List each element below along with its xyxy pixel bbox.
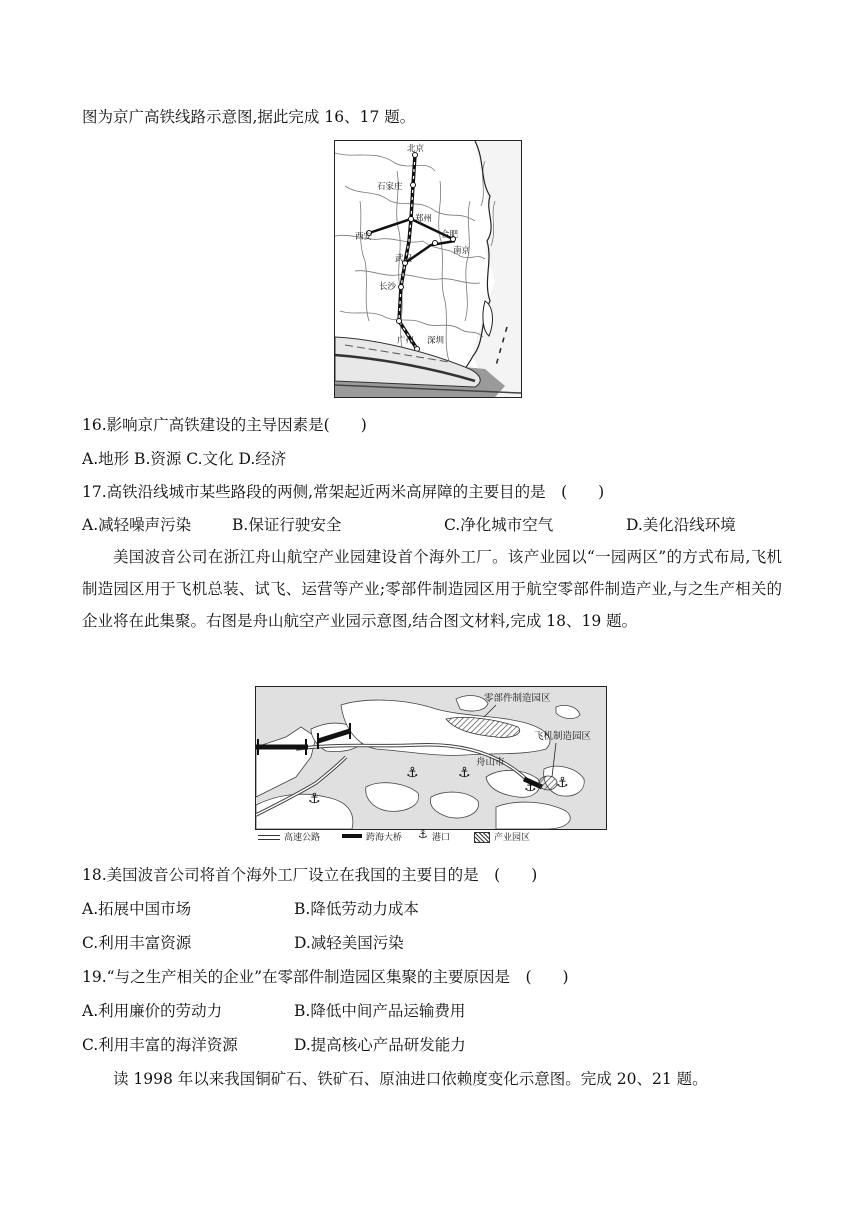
port-icon: ⚓ bbox=[458, 765, 471, 781]
legend-zone-label: 产业园区 bbox=[494, 833, 531, 843]
zhoushan-park-map bbox=[255, 686, 607, 830]
city-label-xian: 西安 bbox=[355, 232, 373, 242]
port-icon: ⚓ bbox=[308, 791, 321, 807]
city-label-shenzhen: 深圳 bbox=[427, 336, 445, 346]
legend-bridge-swatch bbox=[342, 834, 362, 838]
hefei-wuhan-line bbox=[405, 241, 455, 263]
q19-option-a: A.利用廉价的劳动力 bbox=[82, 1002, 223, 1020]
q19-option-d: D.提高核心产品研发能力 bbox=[294, 1036, 466, 1054]
intro-16-17: 图为京广高铁线路示意图,据此完成 16、17 题。 bbox=[82, 108, 416, 126]
city-label-changsha: 长沙 bbox=[379, 282, 397, 292]
hsr-map-svg bbox=[335, 141, 521, 397]
islands bbox=[256, 696, 584, 829]
q17-option-c: C.净化城市空气 bbox=[444, 516, 554, 534]
q18-stem: 18.美国波音公司将首个海外工厂设立在我国的主要目的是 ( ) bbox=[82, 866, 538, 884]
city-label-shijiazhuang: 石家庄 bbox=[377, 182, 403, 192]
city-label-nanjing: 南京 bbox=[453, 246, 471, 256]
q17-option-d: D.美化沿线环境 bbox=[626, 516, 736, 534]
legend-bridge-label: 跨海大桥 bbox=[366, 833, 403, 843]
legend-port-icon: ⚓ bbox=[418, 828, 428, 841]
aircraft-zone-label: 飞机制造园区 bbox=[534, 731, 592, 742]
q19-stem: 19.“与之生产相关的企业”在零部件制造园区集聚的主要原因是 ( ) bbox=[82, 968, 569, 986]
q18-option-c: C.利用丰富资源 bbox=[82, 934, 192, 952]
q18-option-b: B.降低劳动力成本 bbox=[294, 900, 419, 918]
q19-option-b: B.降低中间产品运输费用 bbox=[294, 1002, 466, 1020]
q16-options: A.地形 B.资源 C.文化 D.经济 bbox=[82, 450, 287, 468]
legend-highway-label: 高速公路 bbox=[284, 833, 321, 843]
q17-option-b: B.保证行驶安全 bbox=[232, 516, 342, 534]
aircraft-zone-area bbox=[539, 776, 557, 790]
q17-option-a: A.减轻噪声污染 bbox=[82, 516, 192, 534]
city-label-guangzhou: 广州 bbox=[397, 336, 415, 346]
legend-highway-swatch bbox=[258, 835, 280, 840]
passage-18-19: 美国波音公司在浙江舟山航空产业园建设首个海外工厂。该产业园以“一园两区”的方式布局,飞机制造园区用于飞机总装、试飞、运营等产业;零部件制造园区用于航空零部件制造产业,与之生产相关的企业将在此集聚。右图是舟山航空产业园示意图,结合图文材料,完成 18、19 题。 bbox=[82, 548, 782, 630]
city-label-wuhan: 武汉 bbox=[395, 254, 413, 264]
zhoushan-city-label: 舟山市 bbox=[476, 757, 505, 768]
port-icon: ⚓ bbox=[524, 779, 537, 795]
q18-option-a: A.拓展中国市场 bbox=[82, 900, 192, 918]
hsr-route-map bbox=[334, 140, 522, 398]
legend-port-label: 港口 bbox=[432, 833, 451, 843]
city-label-zhengzhou: 郑州 bbox=[415, 214, 433, 224]
q17-stem: 17.高铁沿线城市某些路段的两侧,常架起近两米高屏障的主要目的是 ( ) bbox=[82, 483, 605, 501]
port-icon: ⚓ bbox=[406, 765, 419, 781]
q16-stem: 16.影响京广高铁建设的主导因素是( ) bbox=[82, 416, 367, 434]
legend-zone-swatch bbox=[474, 832, 490, 843]
city-label-beijing: 北京 bbox=[407, 144, 425, 154]
parts-zone-label: 零部件制造园区 bbox=[484, 693, 551, 704]
q19-option-c: C.利用丰富的海洋资源 bbox=[82, 1036, 238, 1054]
city-label-hefei: 合肥 bbox=[441, 230, 459, 240]
intro-20-21: 读 1998 年以来我国铜矿石、铁矿石、原油进口依赖度变化示意图。完成 20、21 题。 bbox=[113, 1070, 708, 1088]
zhoushan-map-svg bbox=[256, 687, 606, 829]
port-icon: ⚓ bbox=[556, 775, 569, 791]
map2-legend bbox=[258, 830, 603, 846]
q18-option-d: D.减轻美国污染 bbox=[294, 934, 404, 952]
